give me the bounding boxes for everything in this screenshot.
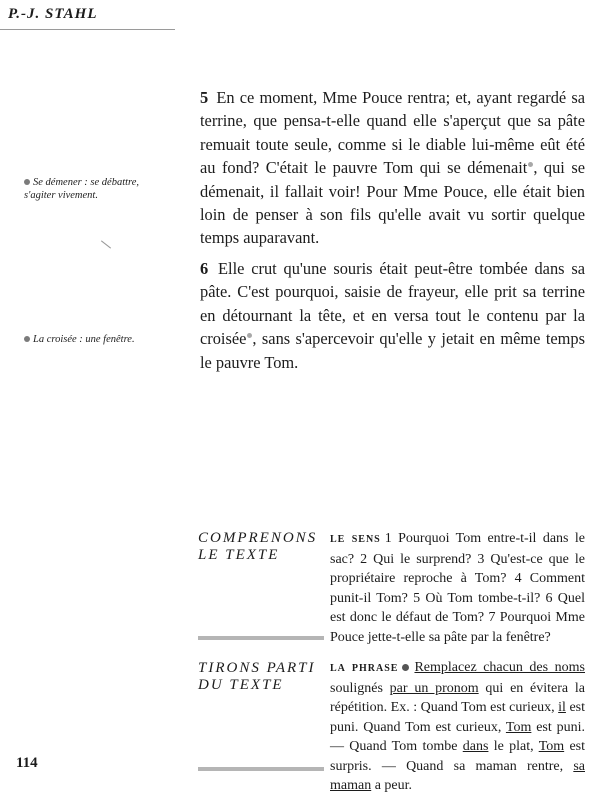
note-bullet [24,336,30,342]
underlined-text: par un pronom [389,680,479,696]
margin-note-la-croisee [24,333,142,346]
exercise-text: qui en évitera la répétition. Ex. : Quand Tom est curieux, [330,680,586,715]
paragraph-text: , qui se démenait, il fallait voir! Pour Mme Pouce, elle était bien loin de penser à son fils qu'elle avait vu sortir quelque temps auparavant. [200,158,585,248]
exercise-text: est surpris. — Quand sa maman rentre, [330,739,586,774]
paragraph-6 [200,257,585,374]
paragraph-text: En ce moment, Mme Pouce rentra; et, ayant regardé sa terrine, que pensa-t-elle quand elle s'aperçut que sa pâte remuait toute seule, comme si le diable lui-même eût été au fond? C'était le pauvre Tom qui se démenait [200,88,585,178]
paragraph-text: Elle crut qu'une souris était peut-être tombée dans sa pâte. C'est pourquoi, saisie de frayeur, elle prit sa terrine en détournant la tête, et en versa tout le contenu par la croisée [200,259,585,349]
margin-note-se-demener [24,176,142,202]
section-divider-bar [198,636,324,640]
exercise-text: soulignés [330,680,390,696]
underlined-text: dans [462,739,489,754]
note-bullet [24,179,30,185]
page-number: 114 [16,755,38,771]
exercise-text: le plat, [488,739,539,754]
underlined-text: Tom [538,739,565,754]
bullet-icon [402,664,409,671]
paragraph-number: 6 [200,259,209,278]
exercise-text: 1 Pourquoi Tom entre-t-il dans le sac? 2 Qui le surprend? 3 Qu'est-ce que le propriétaire reproche à Tom? 4 Comment punit-il Tom? 5 Où Tom tombe-t-il? 6 Quel est donc le défaut de Tom? 7 Pourquoi Mme Pouce jette-t-elle sa pâte par la fenêtre? [330,531,585,645]
margin-note-text: Se démener : se débattre, s'agiter vivement. [24,177,140,201]
exercise-label: LE SENS [330,534,381,545]
section-title-tirons-parti [198,660,324,694]
exercise-le-sens [330,529,585,647]
paragraph-5 [200,86,585,250]
running-header-author: P.-J. STAHL [8,6,98,22]
exercise-text: a peur. [371,778,413,793]
exercise-text: est puni. — Quand Tom tombe [330,719,585,754]
header-rule [0,29,175,30]
underlined-text: Tom [505,719,532,735]
paragraph-text: , sans s'apercevoir qu'elle y jetait en même temps le pauvre Tom. [200,329,585,372]
exercise-text: est puni. Quand Tom est curieux, [330,700,585,735]
section-title-line: TIRONS PARTI [198,660,316,676]
section-title-comprenons [198,530,324,564]
paragraph-number: 5 [200,88,209,107]
section-title-line: COMPRENONS [198,530,318,546]
underlined-text: sa maman [330,758,585,793]
section-divider-bar [198,767,324,771]
exercise-la-phrase [330,658,585,796]
stray-mark [101,240,111,248]
margin-note-text: La croisée : une fenêtre. [33,334,135,345]
exercise-label: LA PHRASE [330,663,399,674]
section-title-line: LE TEXTE [198,547,280,563]
underlined-text: il [558,700,566,715]
underlined-text: Remplacez chacun des noms [414,660,585,675]
section-title-line: DU TEXTE [198,677,284,693]
